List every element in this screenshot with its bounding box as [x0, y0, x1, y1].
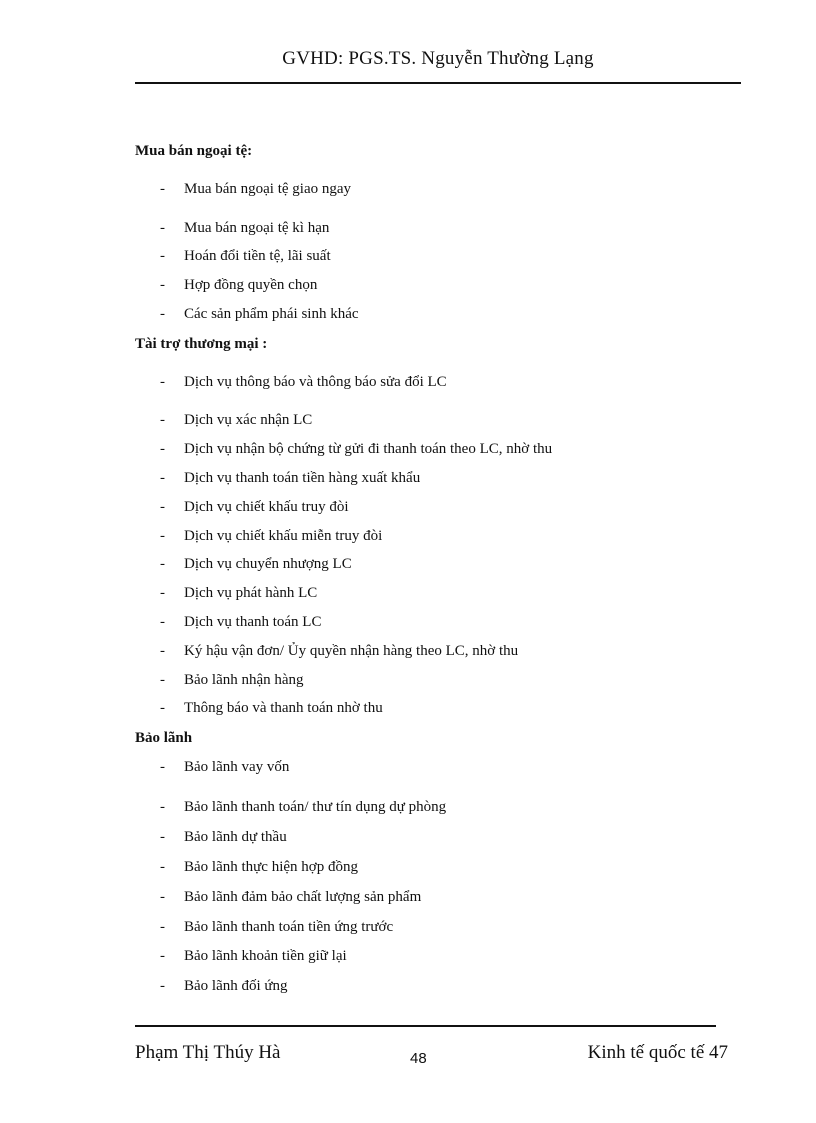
list-item	[160, 556, 352, 573]
list-item-text: Bảo lãnh nhận hàng	[184, 672, 304, 688]
list-item-text: Dịch vụ thanh toán LC	[184, 614, 322, 630]
list-item-text: Bảo lãnh thực hiện hợp đồng	[184, 859, 358, 875]
list-item-text: Hợp đồng quyền chọn	[184, 277, 318, 293]
bullet-dash: -	[160, 499, 165, 515]
bullet-dash: -	[160, 672, 165, 688]
section-heading-tai-tro-thuong-mai: Tài trợ thương mại :	[135, 336, 268, 352]
bullet-dash: -	[160, 948, 165, 964]
section-heading-bao-lanh: Bảo lãnh	[135, 730, 193, 746]
header-title: GVHD: PGS.TS. Nguyễn Thường Lạng	[282, 48, 594, 69]
list-item-text: Bảo lãnh đảm bảo chất lượng sản phẩm	[184, 889, 422, 905]
bullet-dash: -	[160, 978, 165, 994]
list-item	[160, 499, 349, 516]
list-item-text: Bảo lãnh đối ứng	[184, 978, 288, 994]
list-item-text: Mua bán ngoại tệ kì hạn	[184, 220, 330, 236]
list-item	[160, 528, 382, 545]
bullet-dash: -	[160, 441, 165, 457]
list-item-text: Dịch vụ nhận bộ chứng từ gửi đi thanh toán theo LC, nhờ thu	[184, 441, 553, 457]
list-item-text: Hoán đổi tiền tệ, lãi suất	[184, 248, 331, 264]
page-number: 48	[410, 1050, 427, 1067]
bullet-dash: -	[160, 220, 165, 236]
bullet-dash: -	[160, 556, 165, 572]
bullet-dash: -	[160, 759, 165, 775]
list-item	[160, 643, 518, 660]
list-item-text: Dịch vụ thông báo và thông báo sửa đổi LC	[184, 374, 447, 390]
bullet-dash: -	[160, 799, 165, 815]
list-item	[160, 585, 317, 602]
footer-rule	[135, 1025, 716, 1027]
list-item	[160, 889, 421, 906]
list-item-text: Dịch vụ xác nhận LC	[184, 412, 313, 428]
section-heading-mua-ban-ngoai-te: Mua bán ngoại tệ:	[135, 143, 253, 159]
list-item-text: Bảo lãnh dự thầu	[184, 829, 287, 845]
list-item	[160, 759, 289, 776]
list-item	[160, 277, 317, 294]
bullet-dash: -	[160, 614, 165, 630]
bullet-dash: -	[160, 859, 165, 875]
list-item-text: Dịch vụ chuyển nhượng LC	[184, 556, 352, 572]
list-item	[160, 829, 287, 846]
header-rule	[135, 82, 741, 84]
list-item-text: Ký hậu vận đơn/ Ủy quyền nhận hàng theo LC, nhờ thu	[184, 643, 519, 659]
list-item	[160, 441, 552, 458]
list-item	[160, 374, 447, 391]
list-item-text: Các sản phẩm phái sinh khác	[184, 306, 359, 322]
list-item-text: Dịch vụ chiết khấu miễn truy đòi	[184, 528, 383, 544]
bullet-dash: -	[160, 277, 165, 293]
bullet-dash: -	[160, 643, 165, 659]
list-item-text: Mua bán ngoại tệ giao ngay	[184, 181, 352, 197]
bullet-dash: -	[160, 829, 165, 845]
list-item-text: Dịch vụ thanh toán tiền hàng xuất khẩu	[184, 470, 421, 486]
list-item-text: Dịch vụ chiết khấu truy đòi	[184, 499, 349, 515]
list-item	[160, 248, 331, 265]
list-item	[160, 306, 359, 323]
bullet-dash: -	[160, 528, 165, 544]
list-item-text: Bảo lãnh vay vốn	[184, 759, 290, 775]
list-item	[160, 672, 304, 689]
bullet-dash: -	[160, 306, 165, 322]
list-item	[160, 948, 347, 965]
list-item	[160, 412, 312, 429]
list-item	[160, 799, 446, 816]
bullet-dash: -	[160, 585, 165, 601]
list-item	[160, 919, 393, 936]
bullet-dash: -	[160, 919, 165, 935]
footer-author: Phạm Thị Thúy Hà	[135, 1042, 281, 1063]
bullet-dash: -	[160, 700, 165, 716]
list-item	[160, 470, 420, 487]
list-item-text: Bảo lãnh khoản tiền giữ lại	[184, 948, 347, 964]
list-item-text: Bảo lãnh thanh toán/ thư tín dụng dự phòng	[184, 799, 447, 815]
bullet-dash: -	[160, 470, 165, 486]
list-item	[160, 859, 358, 876]
footer-course: Kinh tế quốc tế 47	[587, 1042, 728, 1063]
list-item-text: Dịch vụ phát hành LC	[184, 585, 318, 601]
list-item	[160, 614, 321, 631]
bullet-dash: -	[160, 412, 165, 428]
list-item	[160, 220, 329, 237]
bullet-dash: -	[160, 248, 165, 264]
list-item-text: Thông báo và thanh toán nhờ thu	[184, 700, 383, 716]
bullet-dash: -	[160, 374, 165, 390]
list-item-text: Bảo lãnh thanh toán tiền ứng trước	[184, 919, 394, 935]
bullet-dash: -	[160, 181, 165, 197]
list-item	[160, 978, 288, 995]
bullet-dash: -	[160, 889, 165, 905]
list-item	[160, 181, 351, 198]
list-item	[160, 700, 383, 717]
